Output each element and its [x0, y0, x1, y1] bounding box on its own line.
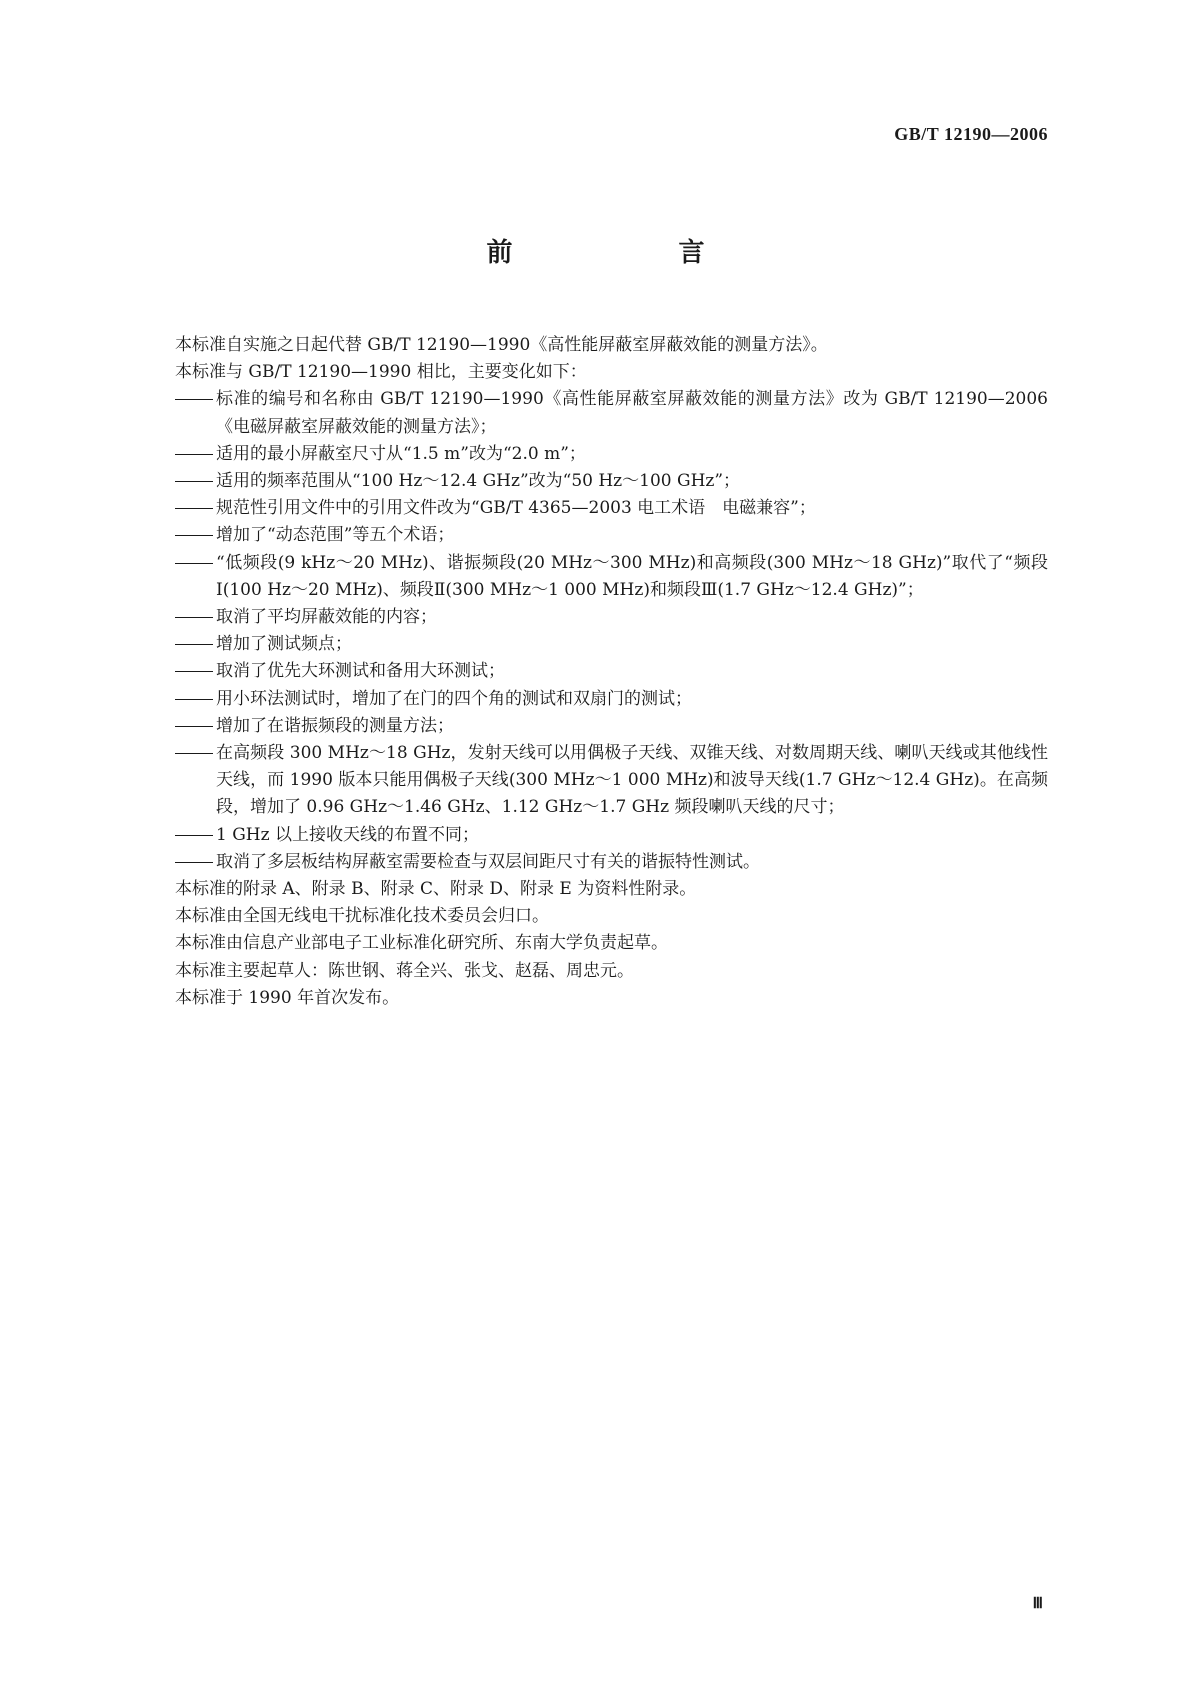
change-item: 增加了测试频点； [175, 631, 1048, 658]
change-item: 适用的频率范围从“100 Hz～12.4 GHz”改为“50 Hz～100 GHz”； [175, 468, 1048, 495]
change-item: 标准的编号和名称由 GB/T 12190—1990《高性能屏蔽室屏蔽效能的测量方法》改为 GB/T 12190—2006《电磁屏蔽室屏蔽效能的测量方法》； [175, 386, 1048, 440]
change-item: 适用的最小屏蔽室尺寸从“1.5 m”改为“2.0 m”； [175, 441, 1048, 468]
change-item: 规范性引用文件中的引用文件改为“GB/T 4365—2003 电工术语 电磁兼容”； [175, 495, 1048, 522]
change-item: 1 GHz 以上接收天线的布置不同； [175, 822, 1048, 849]
closing-paragraph: 本标准由信息产业部电子工业标准化研究所、东南大学负责起草。 [175, 933, 668, 954]
change-item: 在高频段 300 MHz～18 GHz，发射天线可以用偶极子天线、双锥天线、对数周期天线、喇叭天线或其他线性天线，而 1990 版本只能用偶极子天线(300 MHz～1 000 MHz)和波导天线(1.7 GHz～12.4 GHz)。在高频段，增加了 0.96 GHz～1.46 GHz、1.12 GHz～1.7 GHz 频段喇叭天线的尺寸； [175, 740, 1048, 822]
intro-paragraph: 本标准与 GB/T 12190—1990 相比，主要变化如下： [175, 362, 587, 383]
change-item: 取消了平均屏蔽效能的内容； [175, 604, 1048, 631]
change-item: 用小环法测试时，增加了在门的四个角的测试和双扇门的测试； [175, 686, 1048, 713]
closing-paragraph: 本标准由全国无线电干扰标准化技术委员会归口。 [175, 906, 549, 927]
closing-paragraph: 本标准于 1990 年首次发布。 [175, 987, 400, 1008]
page-number: Ⅲ [1032, 1596, 1043, 1612]
standard-code: GB/T 12190—2006 [894, 124, 1048, 144]
page-title: 前 言 [486, 238, 743, 268]
closing-paragraph: 本标准的附录 A、附录 B、附录 C、附录 D、附录 E 为资料性附录。 [175, 879, 697, 900]
change-item: “低频段(9 kHz～20 MHz)、谐振频段(20 MHz～300 MHz)和高频段(300 MHz～18 GHz)”取代了“频段Ⅰ(100 Hz～20 MHz)、频段Ⅱ(300 MHz～1 000 MHz)和频段Ⅲ(1.7 GHz～12.4 GHz)”； [175, 550, 1048, 604]
intro-paragraph: 本标准自实施之日起代替 GB/T 12190—1990《高性能屏蔽室屏蔽效能的测量方法》。 [175, 335, 828, 355]
change-item: 取消了多层板结构屏蔽室需要检查与双层间距尺寸有关的谐振特性测试。 [175, 849, 1048, 876]
change-item: 取消了优先大环测试和备用大环测试； [175, 658, 1048, 685]
change-item: 增加了“动态范围”等五个术语； [175, 522, 1048, 549]
change-item: 增加了在谐振频段的测量方法； [175, 713, 1048, 740]
foreword-body [175, 332, 1048, 1012]
closing-paragraph: 本标准主要起草人：陈世钢、蒋全兴、张戈、赵磊、周忠元。 [175, 960, 634, 981]
